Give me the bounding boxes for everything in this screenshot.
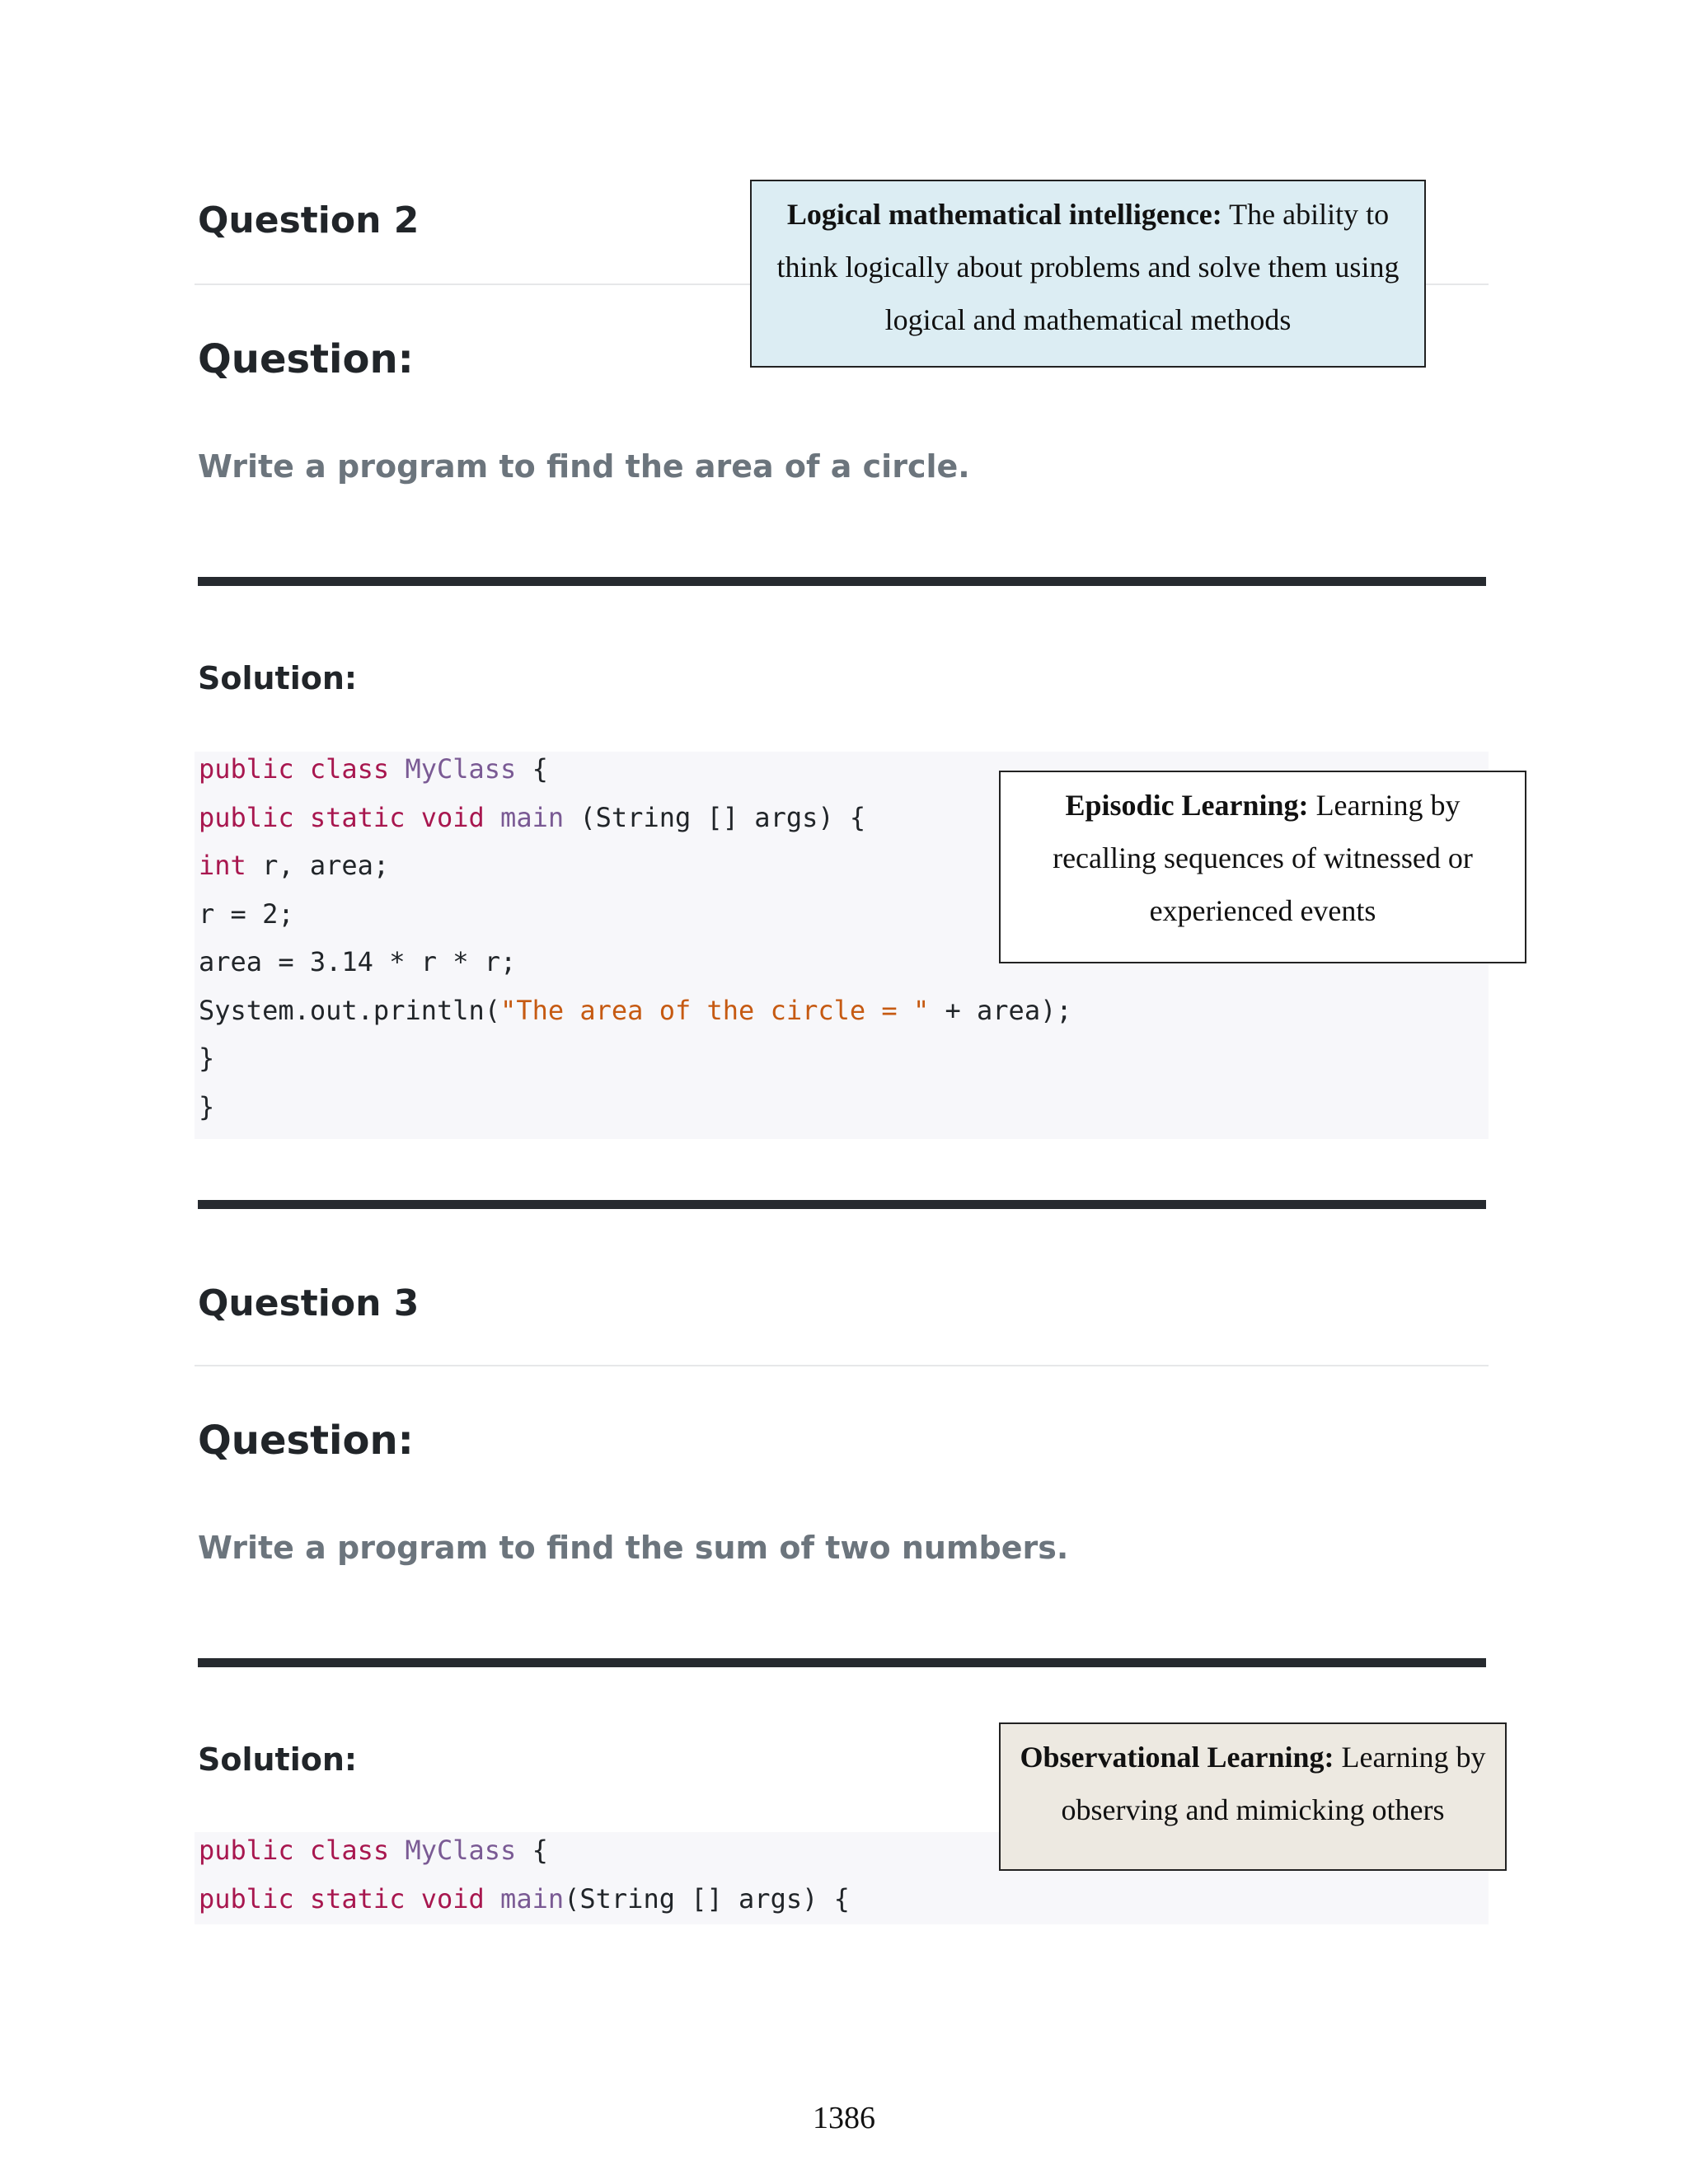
question-text: Write a program to find the area of a circle.	[198, 448, 970, 485]
question-3-title: Question 3	[198, 1282, 420, 1324]
note-observational-learning	[999, 1722, 1507, 1871]
note-term: Logical mathematical intelligence:	[786, 198, 1222, 231]
title-underline	[195, 1365, 1489, 1366]
section-divider	[198, 1658, 1486, 1667]
code-line: area = 3.14 * r * r;	[199, 946, 517, 977]
section-divider	[198, 1200, 1486, 1209]
question-2-title: Question 2	[198, 199, 420, 241]
solution-label: Solution:	[198, 660, 358, 696]
note-definition: Learning by recalling sequences of witnessed or experienced events	[1053, 789, 1473, 927]
code-line: public static void main(String [] args) {	[199, 1882, 850, 1915]
code-line: }	[199, 1043, 215, 1074]
solution-label: Solution:	[198, 1741, 358, 1778]
code-block	[199, 745, 1072, 1131]
question-label: Question:	[198, 336, 414, 382]
code-line: r = 2;	[199, 898, 294, 930]
page-number: 1386	[813, 2101, 875, 2135]
code-block	[199, 1826, 850, 1923]
note-definition: The ability to think logically about problems and solve them using logical and mathematical methods	[776, 198, 1400, 336]
note-term: Episodic Learning:	[1065, 789, 1309, 822]
code-line: }	[199, 1090, 215, 1122]
code-line: public class MyClass {	[199, 753, 548, 785]
note-episodic-learning	[999, 771, 1526, 963]
code-line: System.out.println("The area of the circle = " + area);	[199, 994, 1072, 1026]
code-line: int r, area;	[199, 850, 390, 881]
note-logical-mathematical-intelligence	[750, 180, 1426, 368]
question-label: Question:	[198, 1418, 414, 1464]
code-line: public class MyClass {	[199, 1835, 548, 1866]
section-divider	[198, 577, 1486, 586]
note-term: Observational Learning:	[1020, 1741, 1334, 1774]
code-line: public static void main (String [] args) {	[199, 801, 866, 833]
note-definition: Learning by observing and mimicking others	[1061, 1741, 1486, 1826]
question-text: Write a program to find the sum of two numbers.	[198, 1530, 1069, 1566]
